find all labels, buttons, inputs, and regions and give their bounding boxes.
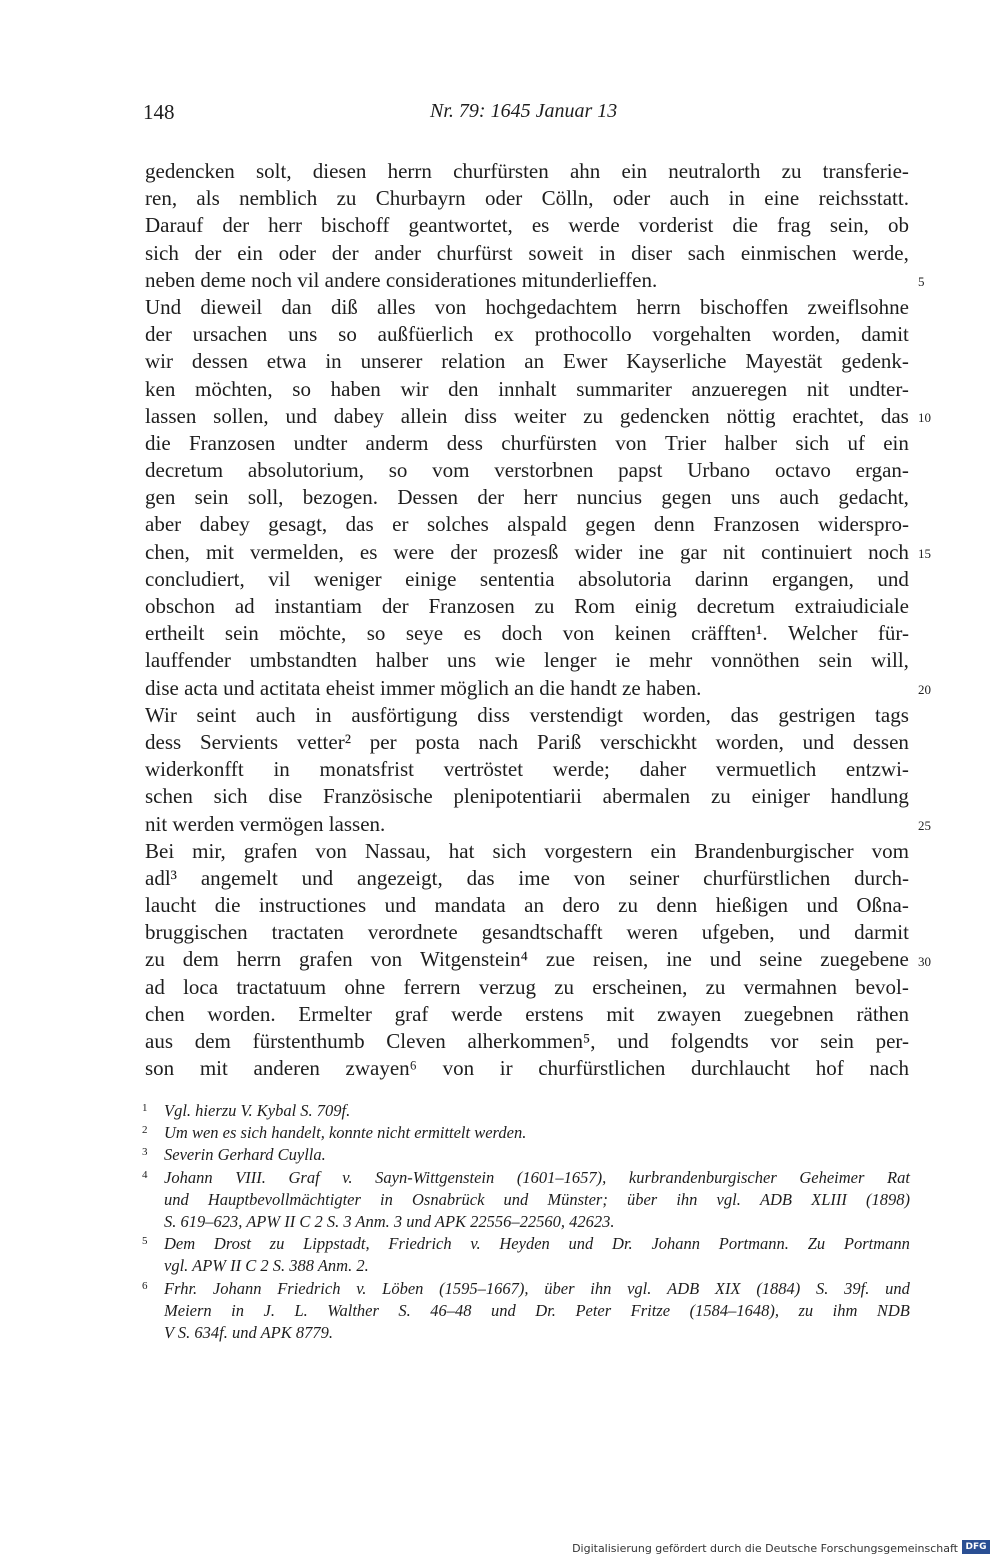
text-line: dess Servients vetter² per posta nach Pariß verschickht worden, und dessen xyxy=(145,729,909,754)
footnote xyxy=(142,1122,910,1144)
text-line: son mit anderen zwayen⁶ von ir churfürstlichen durchlaucht hof nach xyxy=(145,1056,909,1081)
footnote-line: Frhr. Johann Friedrich v. Löben (1595–1667), über ihn vgl. ADB XIX (1884) S. 39f. und xyxy=(164,1278,910,1298)
text-line: nit werden vermögen lassen. xyxy=(145,811,386,836)
text-line: adl³ angemelt und angezeigt, das ime von seiner churfürstlichen durch- xyxy=(145,865,909,890)
text-line: aus dem fürstenthumb Cleven alherkommen⁵, und folgendts vor sein per- xyxy=(145,1029,909,1053)
footnote-line: und Hauptbevollmächtigter in Osnabrück und Münster; über ihn vgl. ADB XLIII (1898) xyxy=(164,1189,910,1209)
text-line: chen, mit vermelden, es were der prozesß wider ine gar nit continuiert noch xyxy=(145,539,909,564)
dfg-logo: DFG xyxy=(962,1540,990,1554)
text-line: ken möchten, so haben wir den innhalt summariter anzueregen nit undter- xyxy=(145,376,909,401)
text-line: neben deme noch vil andere considerationes mitunderlieffen. xyxy=(145,267,658,292)
footnote-number: 5 xyxy=(142,1235,148,1248)
footnote-number: 2 xyxy=(142,1124,148,1137)
text-line: lassen sollen, und dabey allein diss weiter zu gedencken nöttig erachtet, das xyxy=(145,403,909,428)
footnote-line: Meiern in J. L. Walther S. 46–48 und Dr. Peter Fritze (1584–1648), zu ihm NDB xyxy=(164,1300,910,1320)
text-line: ren, als nemblich zu Churbayrn oder Cölln, oder auch in eine reichsstatt. xyxy=(145,186,909,211)
line-number: 25 xyxy=(918,817,931,833)
text-line: widerkonfft in monatsfrist vertröstet werde; daher vermuetlich entzwi- xyxy=(145,757,909,782)
text-line: laucht die instructiones und mandata an dero zu denn hießigen und Oßna- xyxy=(145,893,909,918)
text-line: Wir seint auch in ausförtigung diss verstendigt worden, das gestrigen tags xyxy=(145,702,909,727)
main-text xyxy=(145,158,909,1082)
text-line: gen sein soll, bezogen. Dessen der herr nuncius gegen uns auch gedacht, xyxy=(145,485,909,510)
text-line: sich der ein oder der ander churfürst soweit in diser sach einmischen werde, xyxy=(145,240,909,265)
page-header xyxy=(0,100,1000,132)
line-number: 15 xyxy=(918,545,931,561)
footnote xyxy=(142,1233,910,1277)
text-line: zu dem herrn grafen von Witgenstein⁴ zue reisen, ine und seine zuegebene xyxy=(145,947,909,972)
text-line: chen worden. Ermelter graf werde erstens mit zwayen zuegebnen räthen xyxy=(145,1001,909,1026)
text-line: dise acta und actitata eheist immer möglich an die handt ze haben. xyxy=(145,675,702,700)
footnote-line: Dem Drost zu Lippstadt, Friedrich v. Heyden und Dr. Johann Portmann. Zu Portmann xyxy=(164,1234,910,1254)
footnote-line: Severin Gerhard Cuylla. xyxy=(164,1145,326,1165)
line-number: 10 xyxy=(918,409,931,425)
text-line: aber dabey gesagt, das er solches alspald gegen denn Franzosen widerspro- xyxy=(145,512,909,537)
text-line: bruggischen tractaten verordnete gesandtschafft weren ufgeben, und darmit xyxy=(145,920,909,945)
running-title: Nr. 79: 1645 Januar 13 xyxy=(430,100,618,122)
line-number: 20 xyxy=(918,681,931,697)
text-line: ad loca tractatuum ohne ferrern verzug zu erscheinen, zu vermahnen bevol- xyxy=(145,974,909,999)
text-line: die Franzosen undter anderm dess churfürsten von Trier halber sich uf ein xyxy=(145,430,909,455)
text-line: Und dieweil dan diß alles von hochgedachtem herrn bischoffen zweiflsohne xyxy=(145,294,909,319)
footnote-line: vgl. APW II C 2 S. 388 Anm. 2. xyxy=(164,1256,369,1276)
footnote-line: Johann VIII. Graf v. Sayn-Wittgenstein (1601–1657), kurbrandenburgischer Geheimer Rat xyxy=(164,1167,910,1187)
page-number: 148 xyxy=(143,100,175,124)
footnote-line: V S. 634f. und APK 8779. xyxy=(164,1323,333,1343)
text-line: schen sich dise Französische plenipotentiarii abermalen zu einiger handlung xyxy=(145,784,909,809)
line-number: 30 xyxy=(918,953,931,969)
footnote xyxy=(142,1278,910,1345)
footnote-line: S. 619–623, APW II C 2 S. 3 Anm. 3 und APK 22556–22560, 42623. xyxy=(164,1212,615,1232)
page-footer xyxy=(0,1538,1000,1558)
text-line: wir dessen etwa in unserer relation an Ewer Kayserliche Mayestät gedenk- xyxy=(145,349,909,374)
footnote-number: 3 xyxy=(142,1146,148,1159)
footnote-number: 4 xyxy=(142,1168,148,1181)
text-line: Bei mir, grafen von Nassau, hat sich vorgestern ein Brandenburgischer vom xyxy=(145,838,909,863)
text-line: lauffender umbstandten halber uns wie lenger ie mehr vonnöthen sein will, xyxy=(145,648,909,673)
footnote-number: 6 xyxy=(142,1279,148,1292)
footnote xyxy=(142,1144,910,1166)
footnote xyxy=(142,1100,910,1122)
text-line: der ursachen uns so außfüerlich ex prothocollo vorgehalten worden, damit xyxy=(145,322,909,347)
footnote-line: Vgl. hierzu V. Kybal S. 709f. xyxy=(164,1101,351,1120)
funding-credit: Digitalisierung gefördert durch die Deutsche Forschungsgemeinschaft xyxy=(572,1542,958,1555)
text-line: obschon ad instantiam der Franzosen zu Rom einig decretum extraiudiciale xyxy=(145,594,909,618)
footnote xyxy=(142,1167,910,1234)
text-line: gedencken solt, diesen herrn churfürsten ahn ein neutralorth zu transferie- xyxy=(145,159,909,183)
footnote-number: 1 xyxy=(142,1102,148,1114)
text-line: decretum absolutorium, so vom verstorbnen papst Urbano octavo ergan- xyxy=(145,458,909,483)
line-number: 5 xyxy=(918,273,925,289)
footnote-line: Um wen es sich handelt, konnte nicht ermittelt werden. xyxy=(164,1123,527,1143)
text-line: concludiert, vil weniger einige sententia absolutoria darinn ergangen, und xyxy=(145,566,909,591)
text-line: ertheilt sein möchte, so seye es doch von keinen cräfften¹. Welcher für- xyxy=(145,621,909,646)
text-line: Darauf der herr bischoff geantwortet, es werde vorderist die frag sein, ob xyxy=(145,213,909,238)
footnotes xyxy=(142,1100,910,1344)
